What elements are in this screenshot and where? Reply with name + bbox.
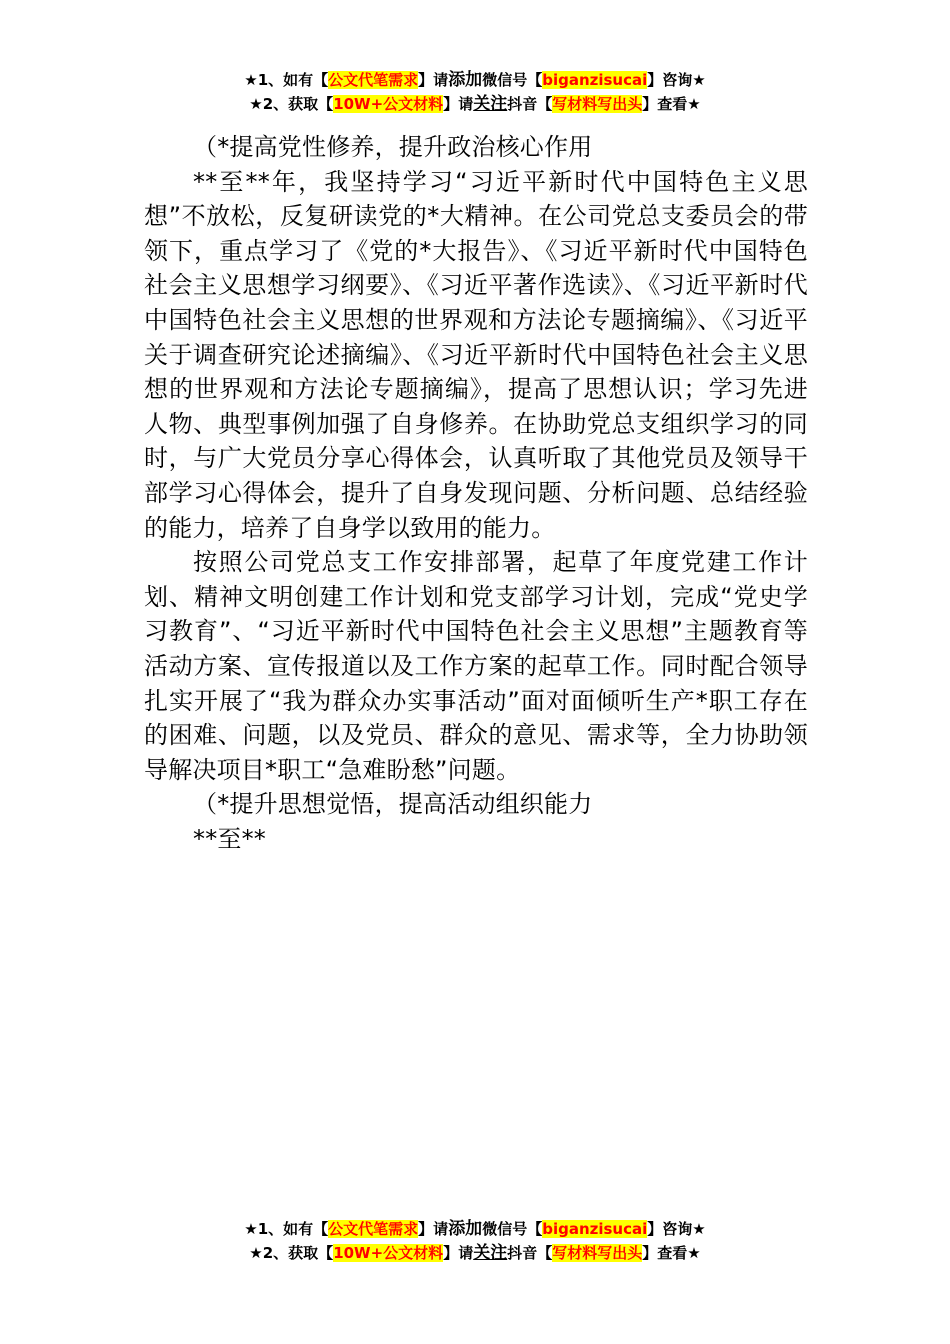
banner-emphasis: 关注	[473, 94, 508, 114]
body-paragraph: **至**年，我坚持学习“习近平新时代中国特色主义思想”不放松，反复研读党的*大精神。在公司党总支委员会的带领下，重点学习了《党的*大报告》、《习近平新时代中国特色社会主义思想学习纲要》、《习近平著作选读》、《习近平新时代中国特色社会主义思想的世界观和方法论专题摘编》、《习近平关于调查研究论述摘编》、《习近平新时代中国特色社会主义思想的世界观和方法论专题摘编》，提高了思想认识；学习先进人物、典型事例加强了自身修养。在协助党总支组织学习的同时，与广大党员分享心得体会，认真听取了其他党员及领导干部学习心得体会，提升了自身发现问题、分析问题、总结经验的能力，培养了自身学以致用的能力。	[144, 167, 808, 542]
banner-emphasis: 添加	[448, 1219, 483, 1239]
body-paragraph: **至**	[193, 824, 266, 853]
highlight-douyin: 写材料写出头	[552, 95, 643, 113]
body-paragraph: 按照公司党总支工作安排部署，起草了年度党建工作计划、精神文明创建工作计划和党支部学习计划，完成“党史学习教育”、“习近平新时代中国特色社会主义思想”主题教育等活动方案、宣传报道以及工作方案的起草工作。同时配合领导扎实开展了“我为群众办实事活动”面对面倾听生产*职工存在的困难、问题，以及党员、群众的意见、需求等，全力协助领导解决项目*职工“急难盼愁”问题。	[144, 548, 808, 784]
section-heading: （*提高党性修养，提升政治核心作用	[193, 133, 593, 161]
banner-text: ★1、如有【	[244, 71, 329, 89]
highlight-douyin: 写材料写出头	[552, 1244, 643, 1262]
banner-text: 抖音【	[507, 95, 553, 113]
banner-text: 】请	[418, 71, 449, 89]
highlight-wechat-id: biganzisucai	[542, 1220, 648, 1238]
banner-text: 微信号【	[482, 1220, 543, 1238]
banner-text: 微信号【	[482, 71, 543, 89]
banner-text: ★2、获取【	[249, 95, 334, 113]
banner-text: 】查看★	[642, 95, 701, 113]
banner-text: 】查看★	[642, 1244, 701, 1262]
banner-text: 】咨询★	[647, 1220, 706, 1238]
banner-emphasis: 关注	[473, 1243, 508, 1263]
highlight-wechat-id: biganzisucai	[542, 71, 648, 89]
highlight-service: 公文代笔需求	[328, 1220, 419, 1238]
footer-banner	[0, 1217, 950, 1265]
document-body	[144, 130, 808, 856]
banner-text: 】咨询★	[647, 71, 706, 89]
banner-emphasis: 添加	[448, 70, 483, 90]
banner-text: 】请	[418, 1220, 449, 1238]
highlight-materials: 10W+公文材料	[333, 1244, 444, 1262]
banner-text: 】请	[443, 95, 474, 113]
header-banner	[0, 68, 950, 116]
highlight-materials: 10W+公文材料	[333, 95, 444, 113]
banner-line-2	[0, 92, 950, 116]
banner-text: 】请	[443, 1244, 474, 1262]
highlight-service: 公文代笔需求	[328, 71, 419, 89]
banner-text: ★2、获取【	[249, 1244, 334, 1262]
section-heading: （*提升思想觉悟，提高活动组织能力	[193, 790, 593, 819]
banner-text: ★1、如有【	[244, 1220, 329, 1238]
banner-text: 抖音【	[507, 1244, 553, 1262]
banner-line-1	[0, 1217, 950, 1241]
banner-line-1	[0, 68, 950, 92]
banner-line-2	[0, 1241, 950, 1265]
